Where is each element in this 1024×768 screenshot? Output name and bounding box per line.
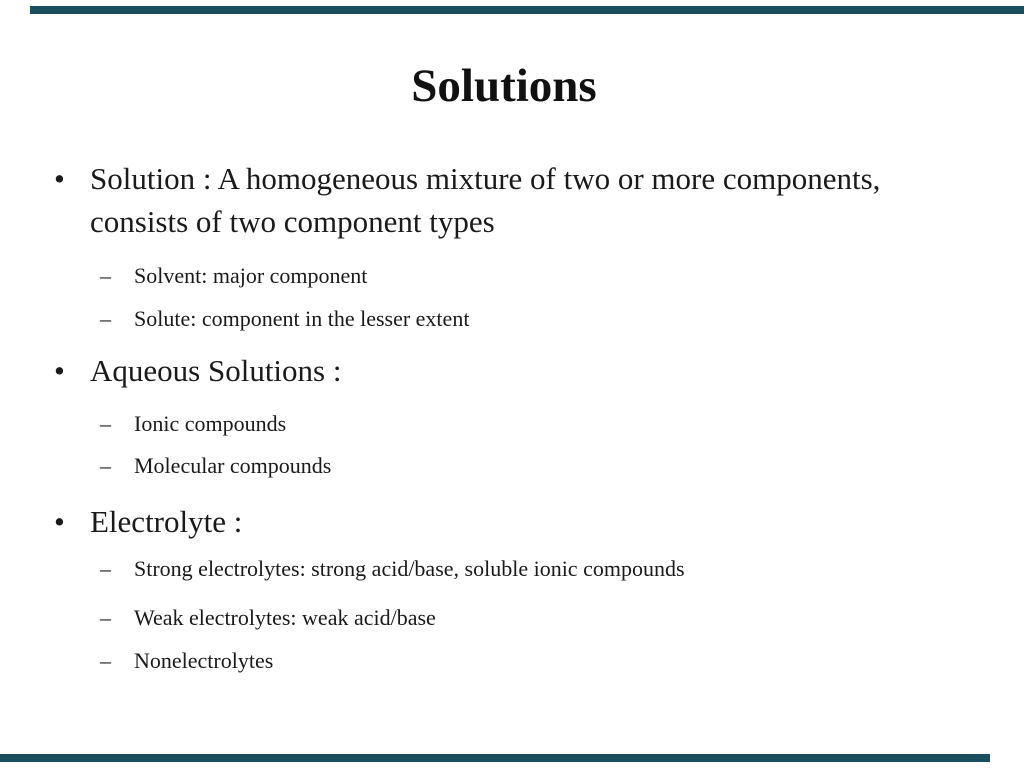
bullet-line: Solution : A homogeneous mixture of two or more components, (90, 161, 881, 196)
bullet-icon: • (54, 353, 65, 388)
sub-item-weak-electrolytes (100, 604, 954, 632)
dash-icon: – (100, 556, 111, 581)
bullet-text (90, 500, 982, 543)
bullet-line: Aqueous Solutions : (90, 353, 342, 388)
bullet-text (90, 157, 982, 243)
dash-icon: – (100, 605, 111, 630)
sub-item-nonelectrolytes (100, 647, 954, 675)
sub-item-ionic-compounds (100, 410, 954, 438)
top-accent-bar (30, 6, 1024, 14)
bullet-icon: • (54, 161, 65, 196)
bullet-item-aqueous-solutions (54, 349, 982, 392)
sub-item-text: Weak electrolytes: weak acid/base (134, 605, 436, 630)
bullet-line: consists of two component types (90, 204, 495, 239)
dash-icon: – (100, 263, 111, 288)
sub-item-text: Solvent: major component (134, 263, 368, 288)
sub-item-text: Ionic compounds (134, 411, 287, 436)
sub-item-strong-electrolytes (100, 555, 954, 583)
bullet-line: Electrolyte : (90, 504, 243, 539)
dash-icon: – (100, 306, 111, 331)
bottom-accent-bar (0, 754, 990, 762)
bullet-icon: • (54, 504, 65, 539)
dash-icon: – (100, 648, 111, 673)
dash-icon: – (100, 411, 111, 436)
slide-title: Solutions (411, 60, 597, 112)
sub-item-solvent (100, 262, 954, 290)
bullet-text (90, 349, 982, 392)
dash-icon: – (100, 453, 111, 478)
sub-item-text: Solute: component in the lesser extent (134, 306, 470, 331)
sub-item-text: Strong electrolytes: strong acid/base, soluble ionic compounds (134, 556, 685, 581)
bullet-item-electrolyte (54, 500, 982, 543)
sub-item-molecular-compounds (100, 452, 954, 480)
sub-item-text: Molecular compounds (134, 453, 332, 478)
sub-item-text: Nonelectrolytes (134, 648, 274, 673)
sub-item-solute (100, 305, 954, 333)
bullet-item-solution (54, 157, 982, 243)
